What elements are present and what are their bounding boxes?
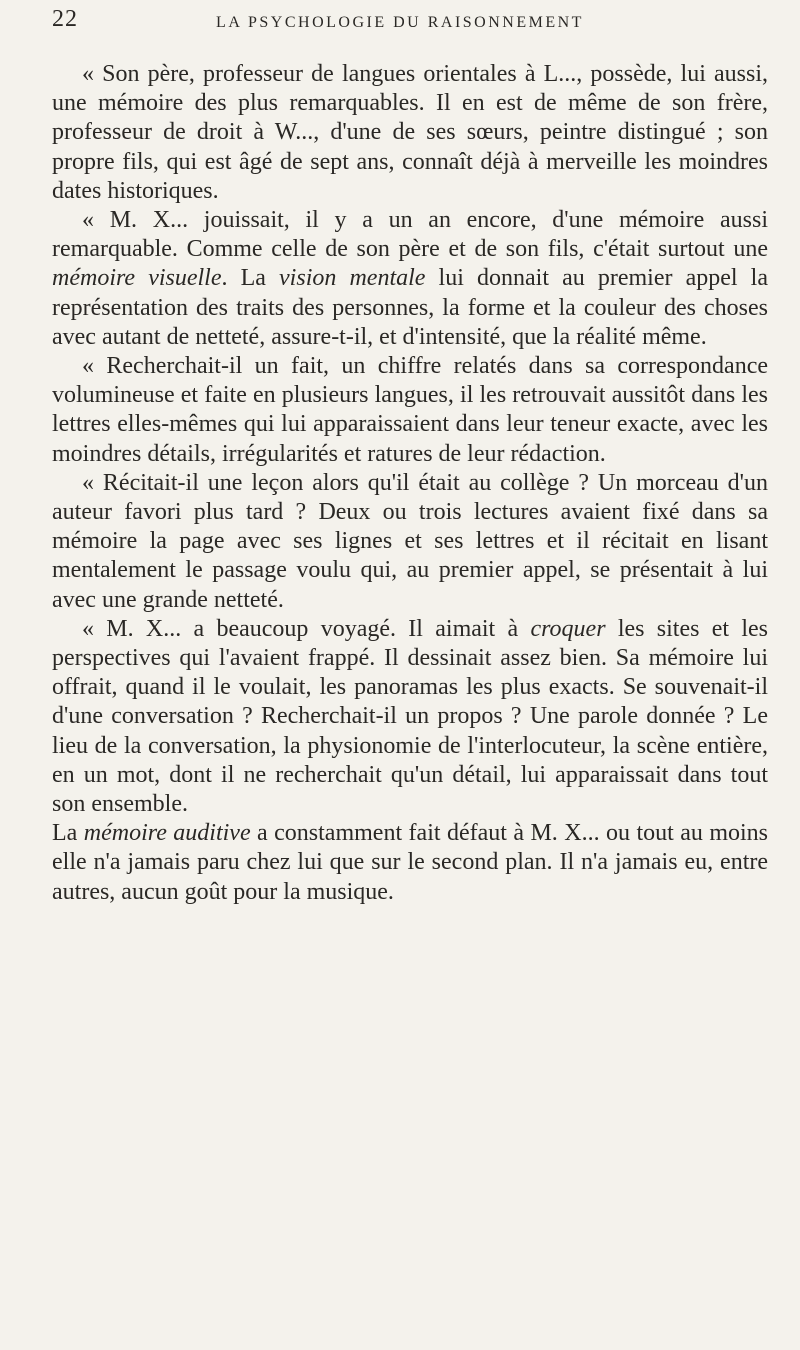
italic-term: mémoire visuelle	[52, 265, 222, 292]
text-run: . La	[221, 265, 280, 292]
text-run: « Son père, professeur de langues orientales à L..., possède, lui aussi, une mémoire des plus remarquables. Il en est de même de son frère, professeur de droit à W..., d'une de ses sœurs, peintre distingué ; son propre fils, qui est âgé de sept ans, connaît déjà à merveille les moindres dates historiques.	[52, 61, 768, 204]
text-run: « M. X... a beaucoup voyagé. Il aimait à	[82, 615, 531, 642]
italic-term: mémoire auditive	[83, 820, 251, 847]
paragraph	[52, 60, 768, 206]
page-number: 22	[52, 6, 78, 32]
text-run: lui donnait au premier appel la représentation des traits des personnes, la forme et la couleur des choses avec autant de netteté, assure-t-il, et d'intensité, que la réalité même.	[52, 265, 768, 350]
text-run: « Récitait-il une leçon alors qu'il était au collège ? Un morceau d'un auteur favori plus tard ? Deux ou trois lectures avaient fixé dans sa mémoire la page avec ses lignes et ses lettres et il récitait en lisant mentalement le passage voulu qui, au premier appel, se présentait à lui avec une grande netteté.	[52, 469, 768, 613]
text-run: a constamment fait défaut à M. X... ou tout au moins elle n'a jamais paru chez lui que sur le second plan. Il n'a jamais eu, entre autres, aucun goût pour la musique.	[52, 820, 769, 905]
italic-term: vision mentale	[279, 265, 426, 292]
text-run: La	[52, 820, 84, 847]
text-run: « Recherchait-il un fait, un chiffre relatés dans sa correspondance volumineuse et faite en plusieurs langues, il les retrouvait aussitôt dans les lettres elles-mêmes qui lui apparaissaient dans leur teneur exacte, avec les moindres détails, irrégularités et ratures de leur rédaction.	[52, 353, 768, 467]
text-run: les sites et les perspectives qui l'avaient frappé. Il dessinait assez bien. Sa mémoire lui offrait, quand il le voulait, les panoramas les plus exacts. Se souvenait-il d'une conversation ? Recherchait-il un propos ? Une parole donnée ? Le lieu de la conversation, la physionomie de l'interlocuteur, la scène entière, en un mot, dont il ne recherchait qu'un détail, lui apparaissait dans tout son ensemble.	[52, 615, 768, 818]
paragraph	[52, 206, 768, 352]
italic-term: croquer	[530, 615, 606, 642]
paragraph	[52, 469, 768, 615]
paragraph	[52, 615, 768, 819]
paragraph	[52, 819, 768, 907]
body-text	[52, 60, 768, 907]
paragraph	[52, 352, 768, 469]
running-head: LA PSYCHOLOGIE DU RAISONNEMENT	[216, 14, 584, 31]
text-run: « M. X... jouissait, il y a un an encore, d'une mémoire aussi remarquable. Comme celle de son père et de son fils, c'était surtout une	[52, 207, 768, 263]
